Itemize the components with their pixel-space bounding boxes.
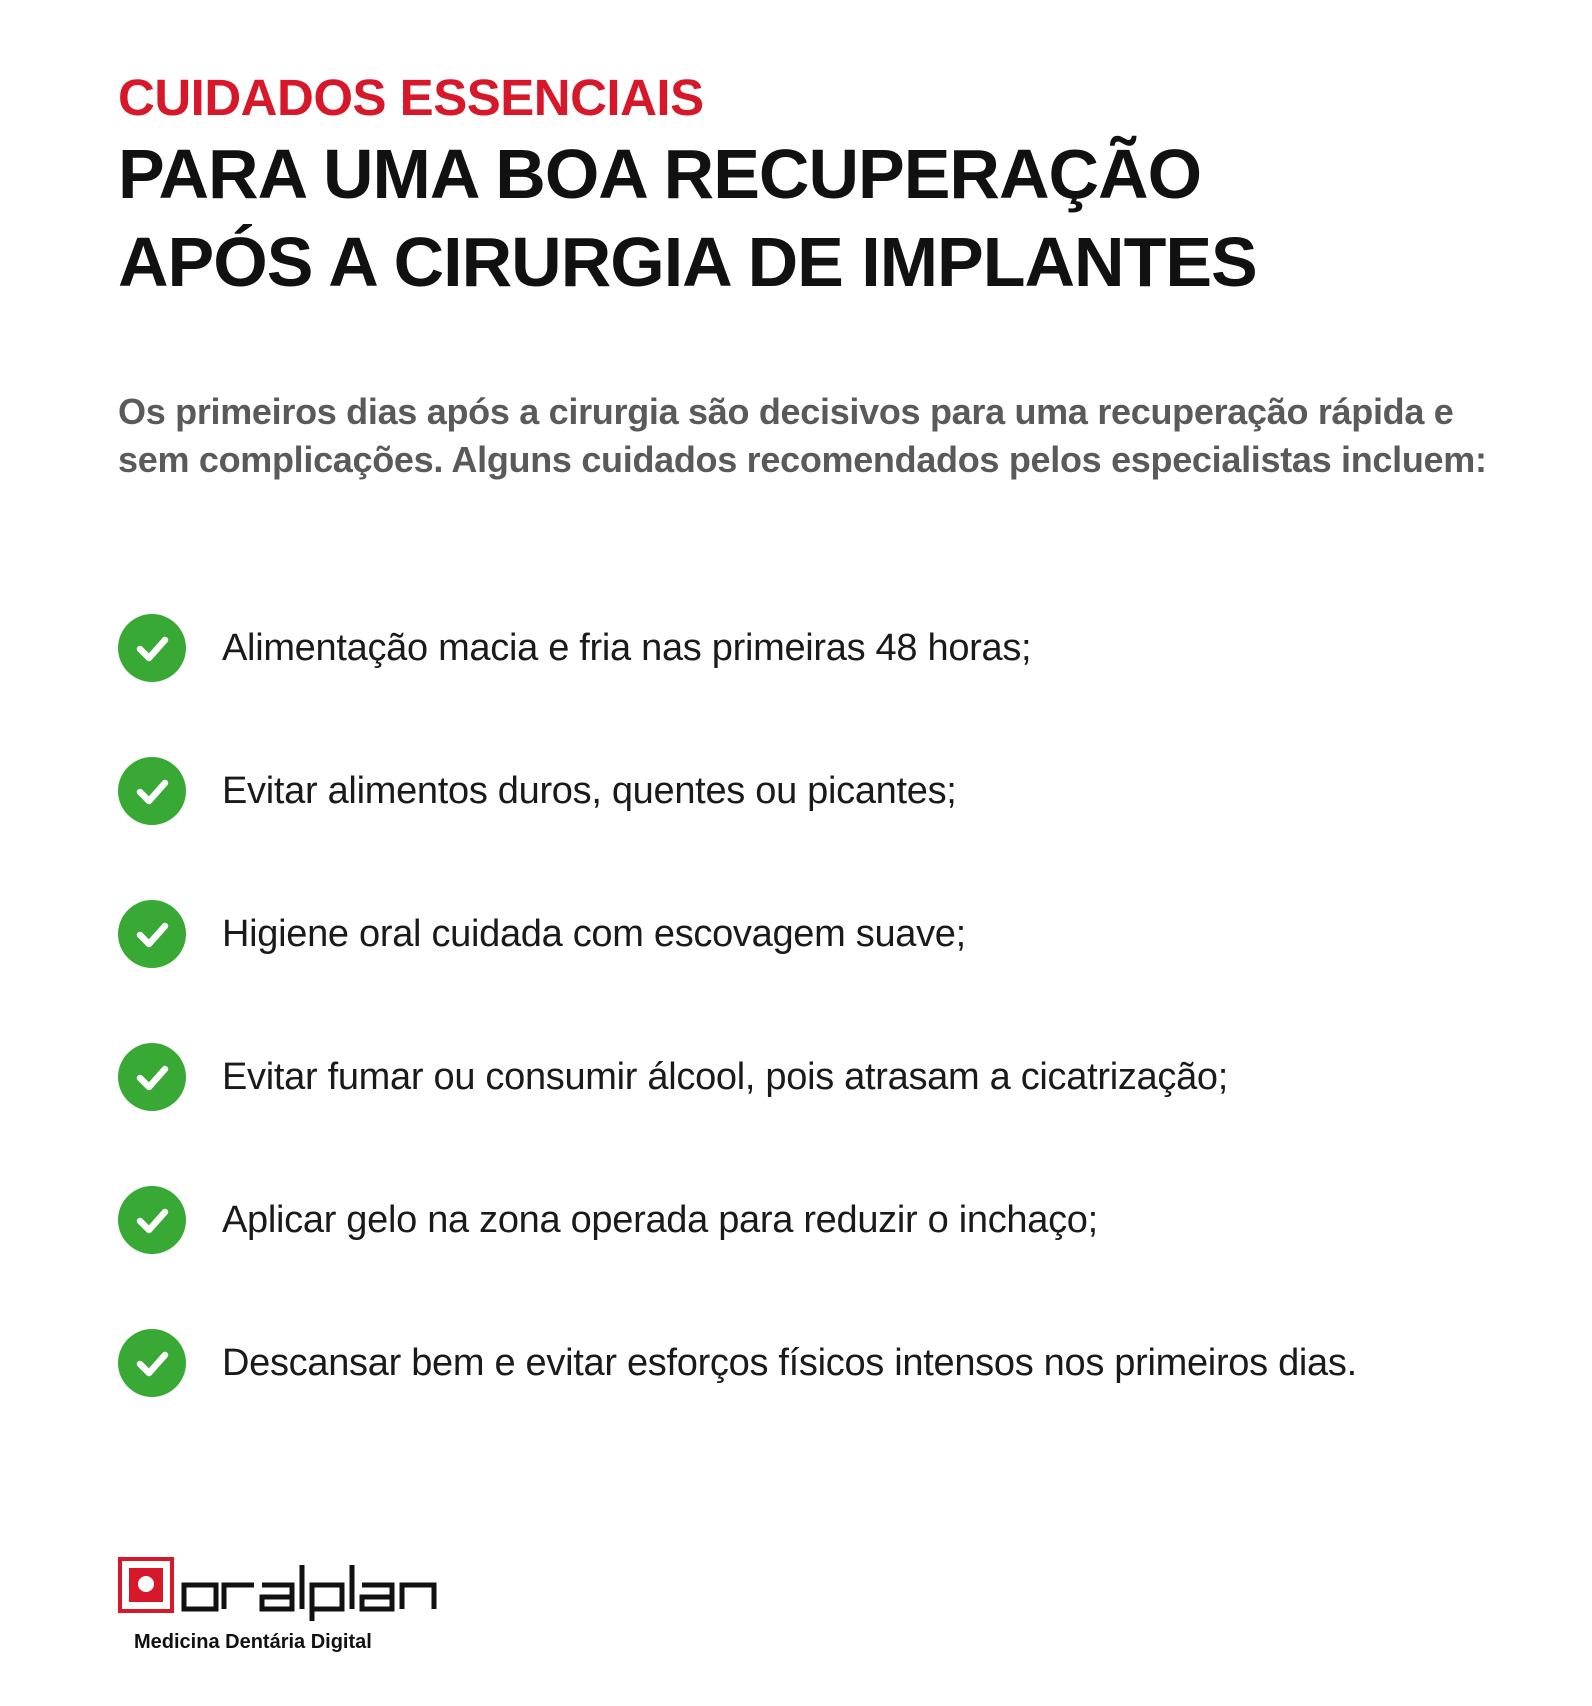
list-item-text: Higiene oral cuidada com escovagem suave;: [222, 913, 966, 955]
check-circle-icon: [118, 614, 186, 682]
list-item: [118, 757, 1558, 825]
logo-wordmark: [180, 1563, 442, 1623]
list-item: [118, 1043, 1558, 1111]
header: [118, 68, 1498, 306]
logo-mark-icon: [118, 1557, 174, 1613]
care-checklist: [118, 614, 1558, 1472]
check-circle-icon: [118, 1043, 186, 1111]
check-circle-icon: [118, 1186, 186, 1254]
kicker-heading: CUIDADOS ESSENCIAIS: [118, 69, 704, 126]
list-item: [118, 1186, 1558, 1254]
title-line-1: PARA UMA BOA RECUPERAÇÃO: [118, 135, 1202, 213]
brand-logo: [118, 1557, 438, 1657]
intro-paragraph: Os primeiros dias após a cirurgia são decisivos para uma recuperação rápida e sem complicações. Alguns cuidados recomendados pelos especialistas incluem:: [118, 391, 1487, 480]
list-item-text: Evitar alimentos duros, quentes ou picantes;: [222, 770, 957, 812]
list-item: [118, 1329, 1558, 1397]
list-item-text: Descansar bem e evitar esforços físicos intensos nos primeiros dias.: [222, 1342, 1357, 1384]
list-item-text: Aplicar gelo na zona operada para reduzir o inchaço;: [222, 1199, 1098, 1241]
title-line-2: APÓS A CIRURGIA DE IMPLANTES: [118, 223, 1257, 301]
list-item: [118, 900, 1558, 968]
logo-tagline: Medicina Dentária Digital: [134, 1631, 372, 1653]
check-circle-icon: [118, 757, 186, 825]
list-item-text: Evitar fumar ou consumir álcool, pois atrasam a cicatrização;: [222, 1056, 1228, 1098]
check-circle-icon: [118, 1329, 186, 1397]
page-title: [118, 130, 1498, 306]
list-item-text: Alimentação macia e fria nas primeiras 48 horas;: [222, 627, 1032, 669]
check-circle-icon: [118, 900, 186, 968]
list-item: [118, 614, 1558, 682]
